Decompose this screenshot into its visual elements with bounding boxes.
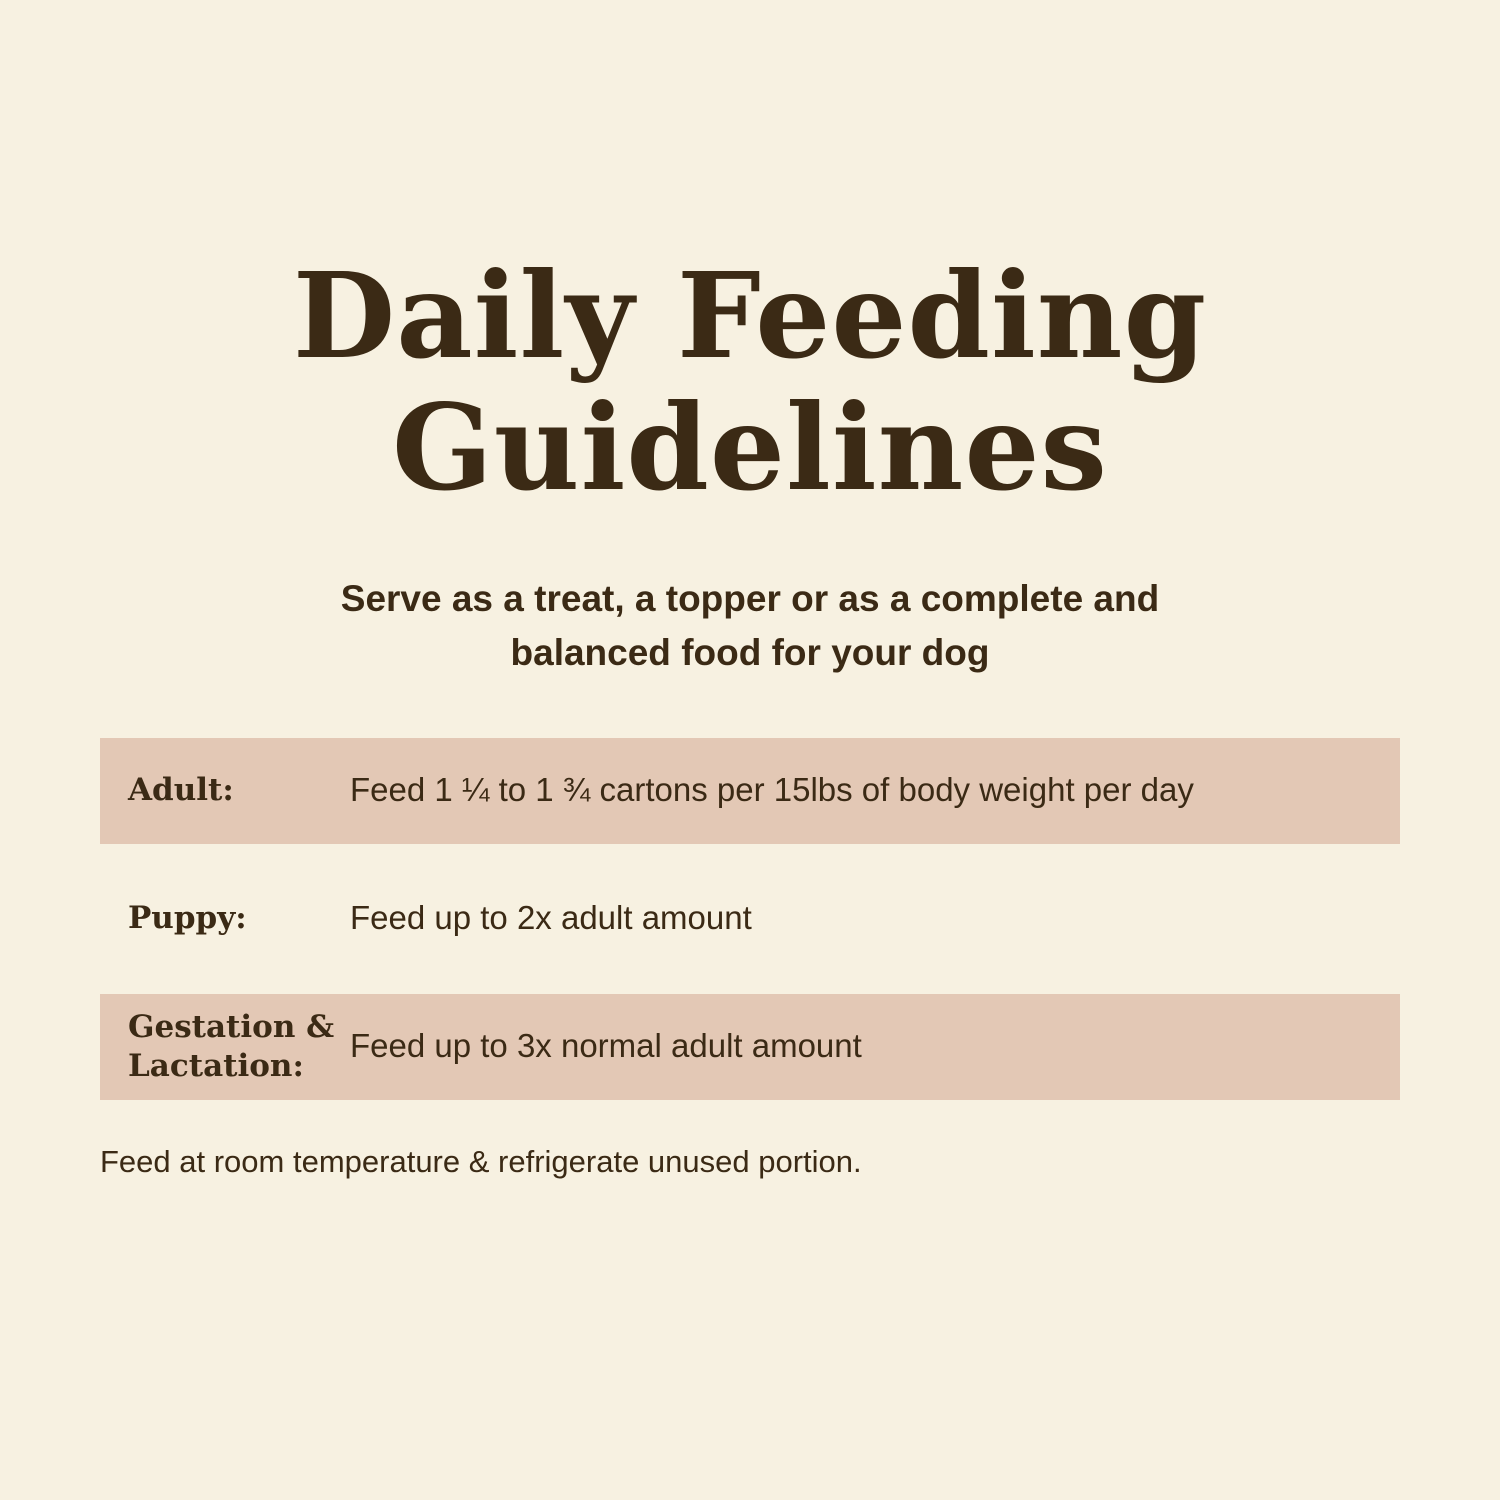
storage-footnote: Feed at room temperature & refrigerate unused portion. <box>100 1143 862 1179</box>
row-label-adult <box>100 771 350 810</box>
row-label-puppy <box>100 899 350 938</box>
row-label-line: Adult: <box>128 772 234 809</box>
table-row <box>100 994 1400 1100</box>
feeding-table <box>100 738 1400 1100</box>
row-value-gestation-lactation: Feed up to 3x normal adult amount <box>350 1027 862 1065</box>
page-title-line-2: Guidelines <box>392 378 1108 518</box>
page-subtitle-line-1: Serve as a treat, a topper or as a complete and <box>340 578 1160 620</box>
row-label-line: Gestation & <box>128 1008 335 1045</box>
table-row <box>100 866 1400 972</box>
row-value-adult: Feed 1 ¼ to 1 ¾ cartons per 15lbs of body weight per day <box>350 771 1194 809</box>
page-title <box>90 0 1410 518</box>
row-label-line: Lactation: <box>128 1047 304 1084</box>
row-label-line: Puppy: <box>128 900 247 937</box>
page-title-line-1: Daily Feeding <box>292 246 1208 385</box>
page-subtitle <box>150 572 1350 679</box>
row-label-gestation-lactation <box>100 1008 350 1086</box>
row-value-puppy: Feed up to 2x adult amount <box>350 899 752 937</box>
table-row <box>100 738 1400 844</box>
page-subtitle-line-2: balanced food for your dog <box>510 631 990 673</box>
